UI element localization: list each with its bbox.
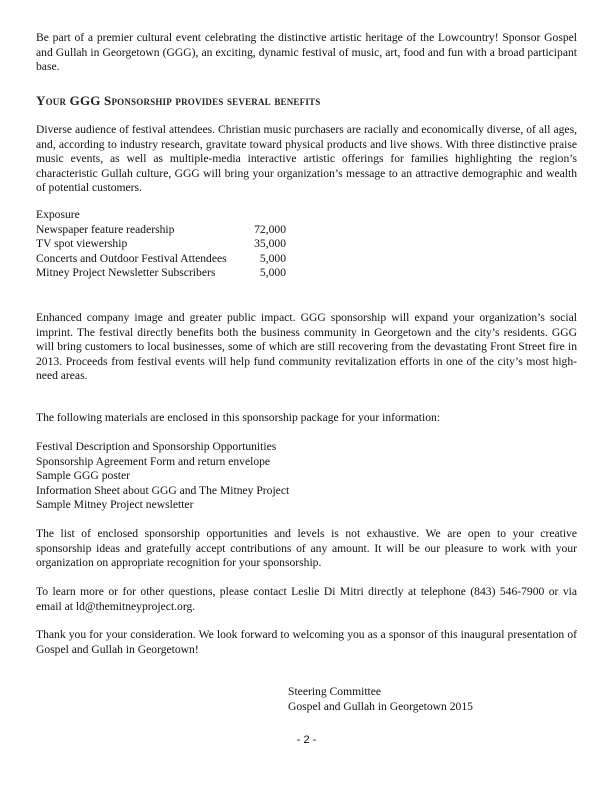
exposure-label: Concerts and Outdoor Festival Attendees — [36, 251, 227, 265]
intro-paragraph: Be part of a premier cultural event celebrating the distinctive artistic heritage of the Lowcountry! Sponsor Gospel and Gullah in Georgetown (GGG), an exciting, dynamic festival of music, art, food and fun with a broad participant base. — [36, 31, 577, 74]
exposure-row — [36, 237, 286, 252]
signature-line-1: Steering Committee — [288, 685, 382, 698]
not-exhaustive-paragraph: The list of enclosed sponsorship opportunities and levels is not exhaustive. We are open to your creative sponsorship ideas and gratefully accept contributions of any amount. It will be our pleasure to work with your organization on appropriate recognition for your sponsorship. — [36, 527, 577, 570]
materials-item: Sample Mitney Project newsletter — [36, 498, 194, 512]
materials-item: Information Sheet about GGG and The Mitney Project — [36, 483, 290, 497]
exposure-table — [36, 208, 286, 281]
contact-paragraph: To learn more or for other questions, please contact Leslie Di Mitri directly at telephone (843) 546-7900 or via email at ld@themitneyproject.org. — [36, 585, 577, 613]
page-number: - 2 - — [296, 734, 317, 746]
exposure-value: 35,000 — [254, 237, 286, 251]
materials-item: Sample GGG poster — [36, 469, 131, 483]
materials-item: Festival Description and Sponsorship Opportunities — [36, 440, 277, 453]
exposure-row — [36, 223, 286, 238]
image-paragraph: Enhanced company image and greater public impact. GGG sponsorship will expand your organization’s social imprint. The festival directly benefits both the business community in Georgetown and the city’s residents. GGG will bring customers to local businesses, some of which are still recovering from the devastating Front Street fire in 2013. Proceeds from festival events will help fund community revitalization efforts in one of the city’s most high-need areas. — [36, 311, 577, 383]
exposure-value: 5,000 — [259, 251, 286, 265]
section-heading: Your GGG Sponsorship provides several benefits — [36, 93, 321, 108]
materials-item: Sponsorship Agreement Form and return envelope — [36, 454, 271, 468]
exposure-label: TV spot viewership — [36, 237, 128, 251]
exposure-row — [36, 266, 286, 281]
exposure-row — [36, 252, 286, 267]
materials-list — [36, 440, 577, 513]
exposure-title: Exposure — [36, 208, 80, 221]
exposure-label: Newspaper feature readership — [36, 222, 175, 236]
signature-line-2: Gospel and Gullah in Georgetown 2015 — [288, 699, 473, 713]
exposure-label: Mitney Project Newsletter Subscribers — [36, 266, 216, 280]
materials-intro: The following materials are enclosed in this sponsorship package for your information: — [36, 411, 441, 424]
audience-paragraph: Diverse audience of festival attendees. Christian music purchasers are racially and economically diverse, of all ages, and, according to industry research, gravitate toward physical products and live shows. With three distinctive praise music events, as well as multiple-media interactive artistic offerings for families highlighting the region’s characteristic Gullah culture, GGG will bring your organization’s message to an attractive demographic and wealth of potential customers. — [36, 123, 577, 195]
thanks-paragraph: Thank you for your consideration. We look forward to welcoming you as a sponsor of this inaugural presentation of Gospel and Gullah in Georgetown! — [36, 628, 577, 656]
exposure-value: 72,000 — [254, 222, 286, 236]
exposure-value: 5,000 — [259, 266, 286, 280]
signature-block — [288, 685, 473, 714]
